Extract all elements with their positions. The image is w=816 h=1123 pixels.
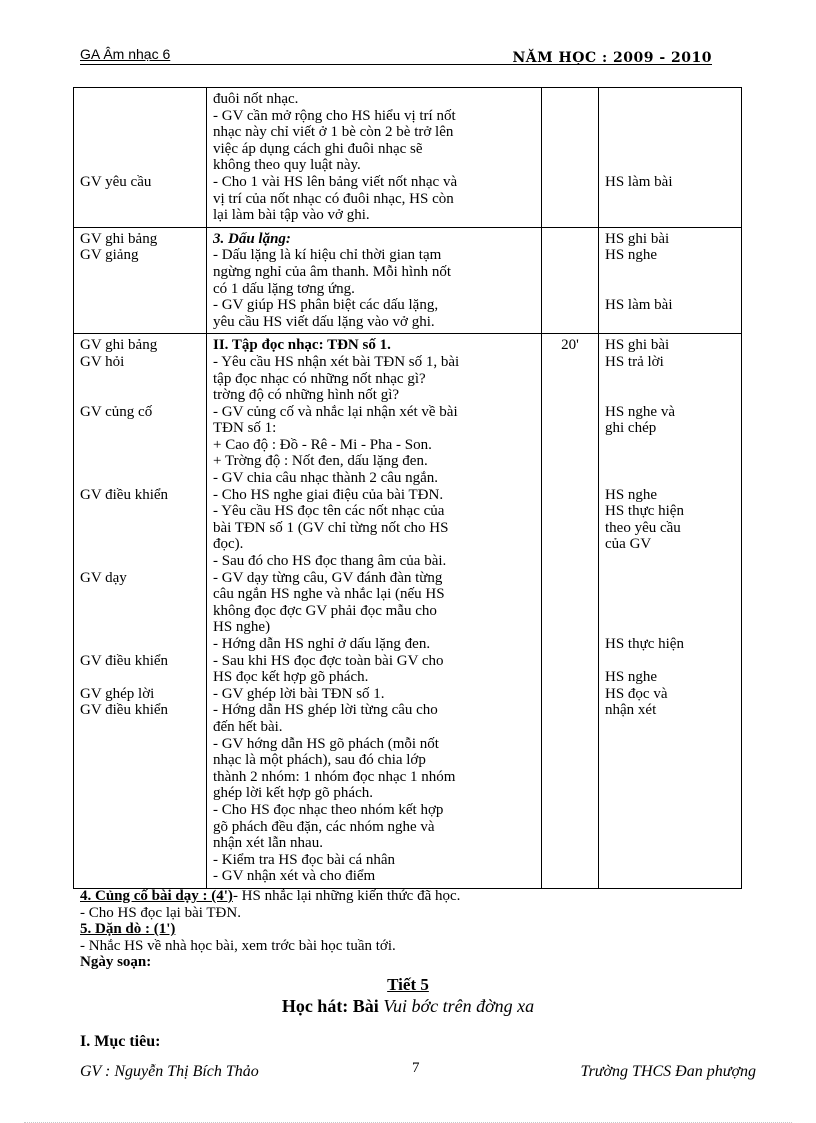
student-activity-line: HS đọc và xyxy=(605,685,668,702)
teacher-activity-line xyxy=(80,553,200,570)
content-line: - GV hớng dẫn HS gõ phách (mỗi nốt xyxy=(213,735,439,752)
student-activity-line xyxy=(605,653,735,670)
student-activity-cell xyxy=(599,88,742,228)
dando-title: 5. Dặn dò : (1') xyxy=(80,921,176,938)
teacher-activity-line: GV củng cố xyxy=(80,403,153,420)
cungco-line2: - Cho HS đọc lại bài TĐN. xyxy=(80,904,241,921)
content-line: bài TĐN số 1 (GV chỉ từng nốt cho HS xyxy=(213,519,449,536)
lesson-prefix: Học hát: Bài xyxy=(281,996,384,1016)
student-activity-line: HS trả lời xyxy=(605,353,664,370)
content-line: thành 2 nhóm: 1 nhóm đọc nhạc 1 nhóm xyxy=(213,768,456,785)
teacher-activity-line xyxy=(80,520,200,537)
teacher-activity-line xyxy=(80,437,200,454)
student-activity-line: HS nghe xyxy=(605,669,658,686)
objectives-heading: I. Mục tiêu: xyxy=(80,1033,161,1050)
time-cell xyxy=(542,88,599,228)
teacher-activity-line: GV điều khiển xyxy=(80,486,169,503)
student-activity-line: theo yêu cầu xyxy=(605,519,681,536)
content-line: nhạc là một phách), sau đó chia lớp xyxy=(213,752,426,769)
cungco-text: - HS nhắc lại những kiến thức đã học. xyxy=(232,888,461,904)
content-line: tập đọc nhạc có những nốt nhạc gì? xyxy=(213,370,426,387)
cungco-row xyxy=(80,888,720,905)
table-row xyxy=(74,334,742,889)
student-activity-line xyxy=(605,470,735,487)
teacher-activity-line: GV ghi bảng xyxy=(80,337,158,354)
content-line: không đọc đợc GV phải đọc mẫu cho xyxy=(213,602,437,619)
content-line: không theo quy luật này. xyxy=(213,157,361,174)
content-line: HS nghe) xyxy=(213,619,271,636)
student-activity-line xyxy=(605,603,735,620)
content-heading: 3. Dấu lặng: xyxy=(213,230,291,247)
student-activity-line: HS nghe và xyxy=(605,403,675,420)
time-cell xyxy=(542,227,599,334)
student-activity-line: HS nghe xyxy=(605,486,658,503)
content-line: câu ngắn HS nghe và nhắc lại (nếu HS xyxy=(213,586,445,603)
content-line: đuôi nốt nhạc. xyxy=(213,91,299,107)
footer-teacher-name: GV : Nguyễn Thị Bích Thảo xyxy=(80,1063,259,1080)
content-line: lại làm bài tập vào vở ghi. xyxy=(213,207,370,224)
teacher-activity-line xyxy=(80,420,200,437)
content-line: có 1 dấu lặng tơng ứng. xyxy=(213,280,355,297)
student-activity-line xyxy=(605,437,735,454)
content-line: nhận xét lẫn nhau. xyxy=(213,835,323,852)
student-activity-line: HS thực hiện xyxy=(605,503,684,520)
content-cell xyxy=(207,334,542,889)
content-line: + Cao độ : Đồ - Rê - Mi - Pha - Son. xyxy=(213,436,432,453)
student-activity-cell xyxy=(599,227,742,334)
content-line: - GV củng cố và nhắc lại nhận xét về bài xyxy=(213,403,458,420)
student-activity-line xyxy=(605,91,735,108)
content-line: + Trờng độ : Nốt đen, dấu lặng đen. xyxy=(213,453,428,470)
teacher-activity-line xyxy=(80,603,200,620)
student-activity-line xyxy=(605,141,735,158)
teacher-activity-line xyxy=(80,503,200,520)
teacher-activity-line: GV điều khiển xyxy=(80,652,169,669)
content-line: - Cho HS nghe giai điệu của bài TĐN. xyxy=(213,486,444,503)
content-heading: II. Tập đọc nhạc: TĐN số 1. xyxy=(213,337,391,354)
student-activity-cell xyxy=(599,334,742,889)
teacher-activity-line xyxy=(80,387,200,404)
content-line: TĐN số 1: xyxy=(213,420,277,437)
teacher-activity-line: GV hỏi xyxy=(80,353,125,370)
teacher-activity-line xyxy=(80,124,200,141)
content-cell xyxy=(207,88,542,228)
content-line: - Dấu lặng là kí hiệu chỉ thời gian tạm xyxy=(213,247,442,264)
student-activity-line: HS làm bài xyxy=(605,173,673,190)
content-line: - Sau khi HS đọc đợc toàn bài GV cho xyxy=(213,652,444,669)
content-line: đến hết bài. xyxy=(213,718,283,735)
content-line: gõ phách đều đặn, các nhóm nghe và xyxy=(213,818,435,835)
cungco-title: 4. Củng cố bài dạy : (4') xyxy=(80,888,233,904)
student-activity-line: ghi chép xyxy=(605,420,657,437)
content-line: - GV ghép lời bài TĐN số 1. xyxy=(213,685,385,702)
teacher-activity-line xyxy=(80,157,200,174)
content-line: HS đọc kết hợp gõ phách. xyxy=(213,669,369,686)
student-activity-line xyxy=(605,619,735,636)
student-activity-line: HS ghi bài xyxy=(605,230,670,247)
teacher-activity-line: GV ghi bảng xyxy=(80,230,158,247)
time-value: 20' xyxy=(561,337,579,354)
content-line: yêu cầu HS viết dấu lặng vào vở ghi. xyxy=(213,313,435,330)
teacher-activity-line: GV giảng xyxy=(80,247,139,264)
student-activity-line xyxy=(605,570,735,587)
student-activity-line xyxy=(605,453,735,470)
student-activity-line xyxy=(605,157,735,174)
header-document-title: GA Âm nhạc 6 xyxy=(80,46,171,62)
student-activity-line xyxy=(605,264,735,281)
content-line: - Yêu cầu HS đọc tên các nốt nhạc của xyxy=(213,503,445,520)
table-row xyxy=(74,88,742,228)
ngay-soan-label: Ngày soạn: xyxy=(80,954,152,971)
content-line: - Kiểm tra HS đọc bài cá nhân xyxy=(213,851,396,868)
teacher-activity-line: GV ghép lời xyxy=(80,685,155,702)
teacher-activity-line: GV điều khiển xyxy=(80,702,169,719)
content-cell xyxy=(207,227,542,334)
time-cell xyxy=(542,334,599,889)
student-activity-line: nhận xét xyxy=(605,702,657,719)
teacher-activity-line xyxy=(80,636,200,653)
teacher-activity-cell xyxy=(74,88,207,228)
student-activity-line: HS thực hiện xyxy=(605,636,684,652)
teacher-activity-line xyxy=(80,586,200,603)
content-line: trờng độ có những hình nốt gì? xyxy=(213,387,400,404)
teacher-activity-line xyxy=(80,470,200,487)
student-activity-line: HS nghe xyxy=(605,247,658,264)
lesson-title xyxy=(0,996,816,1017)
teacher-activity-cell xyxy=(74,227,207,334)
content-line: vị trí của nốt nhạc có đuôi nhạc, HS còn xyxy=(213,190,454,207)
teacher-activity-line xyxy=(80,371,200,388)
teacher-activity-line xyxy=(80,619,200,636)
lesson-period-heading xyxy=(0,975,816,995)
student-activity-line xyxy=(605,371,735,388)
teacher-activity-line xyxy=(80,108,200,125)
content-line: - Hớng dẫn HS nghỉ ở dấu lặng đen. xyxy=(213,636,431,652)
lesson-plan-table xyxy=(73,87,742,889)
lesson-song-name: Vui bớc trên đờng xa xyxy=(383,996,535,1016)
content-line: - GV chia câu nhạc thành 2 câu ngắn. xyxy=(213,470,439,487)
header-divider xyxy=(80,64,712,65)
student-activity-line xyxy=(605,108,735,125)
student-activity-line xyxy=(605,281,735,298)
content-line: - Yêu cầu HS nhận xét bài TĐN số 1, bài xyxy=(213,353,460,370)
content-line: - GV dạy từng câu, GV đánh đàn từng xyxy=(213,569,443,586)
teacher-activity-line: GV dạy xyxy=(80,569,127,586)
header-school-year: NĂM HỌC : 2009 - 2010 xyxy=(512,50,712,66)
content-line: ngừng nghỉ của âm thanh. Mỗi hình nốt xyxy=(213,263,452,280)
teacher-activity-cell xyxy=(74,334,207,889)
student-activity-line xyxy=(605,387,735,404)
teacher-activity-line xyxy=(80,453,200,470)
student-activity-line: HS ghi bài xyxy=(605,337,670,354)
teacher-activity-line xyxy=(80,669,200,686)
content-line: - GV nhận xét và cho điểm xyxy=(213,868,376,885)
teacher-activity-line: GV yêu cầu xyxy=(80,173,152,190)
content-line: nhạc này chỉ viết ở 1 bè còn 2 bè trở lên xyxy=(213,124,454,141)
student-activity-line: HS làm bài xyxy=(605,297,673,314)
tiet-label: Tiết 5 xyxy=(387,975,429,994)
footer-page-number: 7 xyxy=(412,1060,420,1076)
content-line: ghép lời kết hợp gõ phách. xyxy=(213,785,373,802)
teacher-activity-line xyxy=(80,536,200,553)
teacher-activity-line xyxy=(80,141,200,158)
content-line: - Cho 1 vài HS lên bảng viết nốt nhạc và xyxy=(213,173,458,190)
content-line: đọc). xyxy=(213,536,244,553)
content-line: việc áp dụng cách ghi đuôi nhạc sẽ xyxy=(213,140,423,157)
student-activity-line xyxy=(605,124,735,141)
dando-text: - Nhắc HS về nhà học bài, xem trớc bài học tuần tới. xyxy=(80,937,396,954)
table-row xyxy=(74,227,742,334)
content-line: - GV giúp HS phân biệt các dấu lặng, xyxy=(213,297,439,314)
content-line: - GV cần mở rộng cho HS hiểu vị trí nốt xyxy=(213,107,456,124)
content-line: - Cho HS đọc nhạc theo nhóm kết hợp xyxy=(213,801,444,818)
lesson-summary xyxy=(80,888,720,971)
student-activity-line: của GV xyxy=(605,536,652,553)
teacher-activity-line xyxy=(80,91,200,108)
content-line: - Hớng dẫn HS ghép lời từng câu cho xyxy=(213,702,438,719)
student-activity-line xyxy=(605,586,735,603)
footer-school-name: Trường THCS Đan phượng xyxy=(580,1063,756,1080)
content-line: - Sau đó cho HS đọc thang âm của bài. xyxy=(213,553,447,570)
student-activity-line xyxy=(605,553,735,570)
